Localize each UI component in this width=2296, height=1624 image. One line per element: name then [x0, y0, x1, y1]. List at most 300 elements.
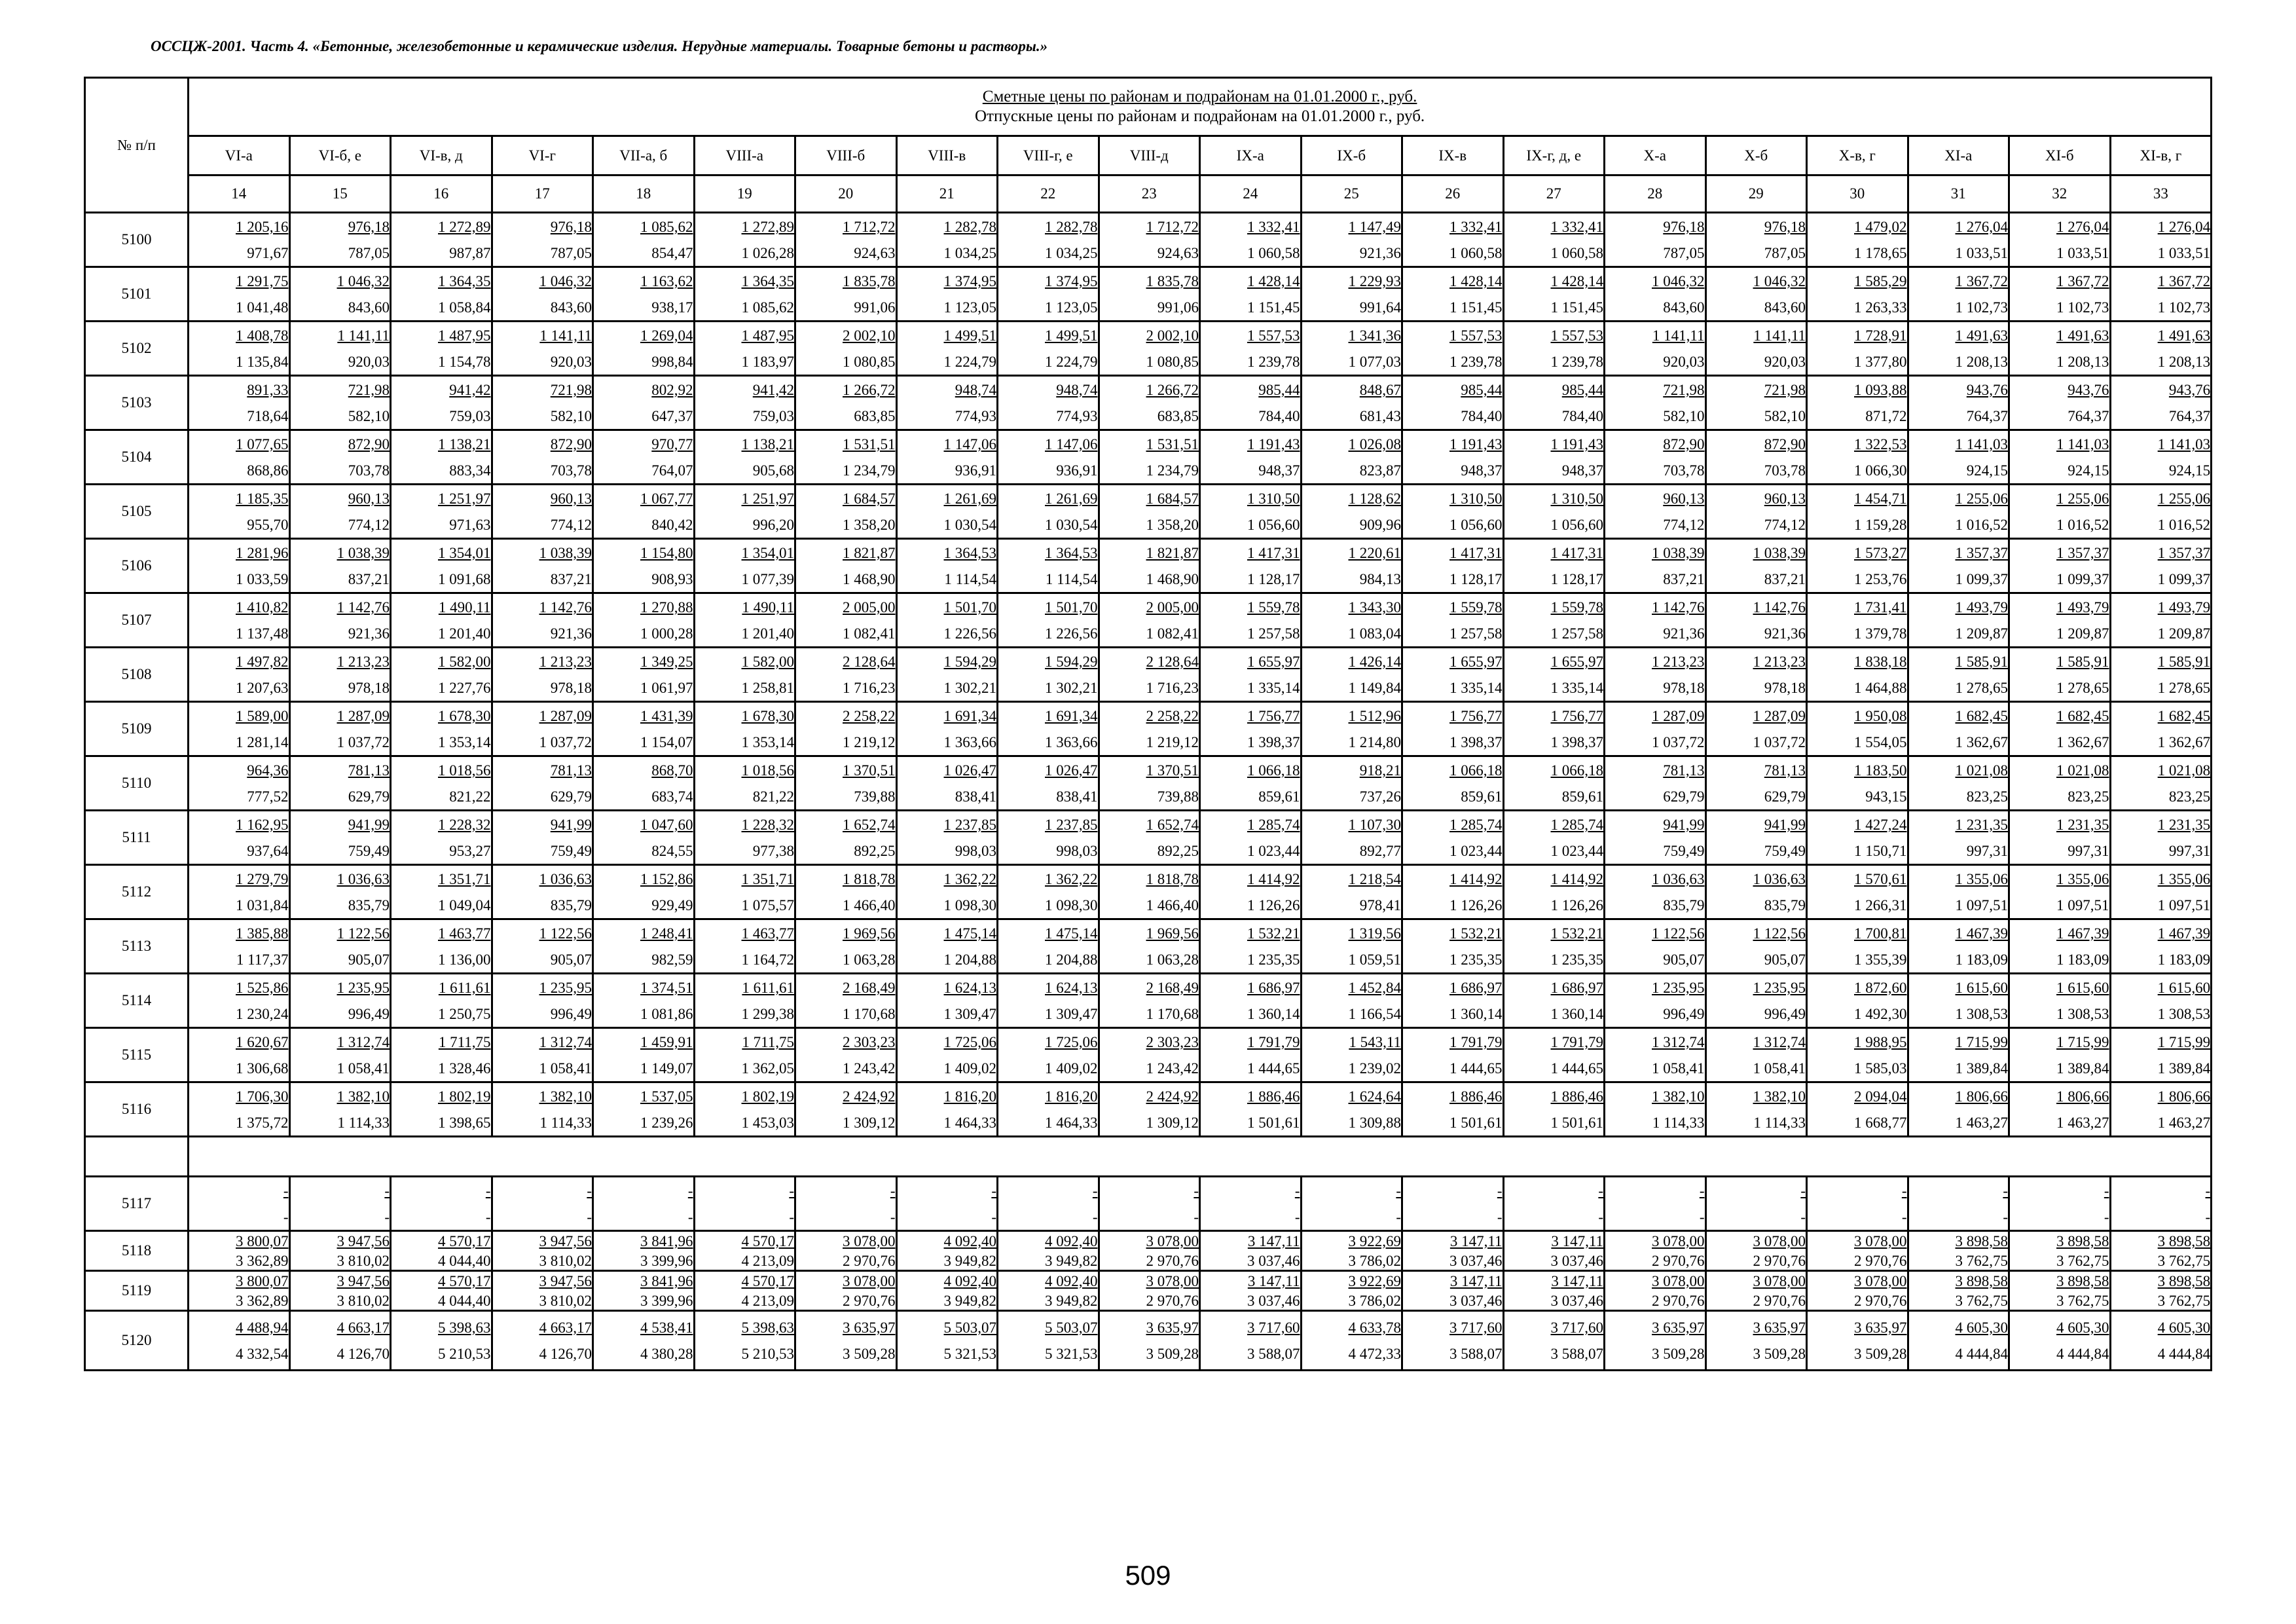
release-price: 924,15 [2168, 462, 2211, 479]
release-price: 998,03 [1056, 843, 1098, 859]
price-cell [1301, 376, 1402, 430]
release-price: 1 137,48 [236, 625, 289, 642]
estimate-price: 2 258,22 [1146, 708, 1199, 724]
release-price: 3 588,07 [1550, 1346, 1603, 1362]
release-price: 2 970,76 [1652, 1253, 1705, 1269]
price-cell [492, 756, 593, 811]
release-price: 1 375,72 [236, 1115, 289, 1131]
estimate-price: 4 488,94 [236, 1320, 289, 1336]
release-price: 978,18 [348, 680, 390, 696]
release-price: 1 126,26 [1550, 897, 1603, 913]
price-cell [795, 376, 897, 430]
estimate-price: 3 898,58 [2056, 1233, 2109, 1249]
estimate-price: 1 138,21 [438, 436, 491, 452]
price-cell [189, 593, 290, 648]
release-price: 1 033,51 [1955, 245, 2008, 261]
release-price: 1 034,25 [943, 245, 996, 261]
price-cell [1807, 430, 1908, 485]
price-cell [1402, 539, 1504, 593]
table-row [85, 865, 2212, 919]
zone-header: VIII-д [1099, 136, 1200, 175]
release-price: 1 360,14 [1550, 1006, 1603, 1022]
estimate-price: - [991, 1183, 996, 1199]
estimate-price: 1 085,62 [640, 219, 693, 235]
price-cell [1705, 213, 1807, 267]
release-price: 1 224,79 [1045, 354, 1098, 370]
table-row [85, 430, 2212, 485]
price-cell [1200, 376, 1302, 430]
release-price: 1 585,03 [1854, 1060, 1907, 1077]
price-cell [694, 974, 795, 1028]
estimate-price: 1 725,06 [943, 1034, 996, 1050]
estimate-price: 1 691,34 [1045, 708, 1098, 724]
release-price: 3 362,89 [236, 1293, 289, 1309]
estimate-price: 1 491,63 [2056, 327, 2109, 344]
estimate-price: 1 367,72 [2056, 273, 2109, 289]
price-cell [189, 1177, 290, 1231]
price-cell [189, 539, 290, 593]
release-price: 1 063,28 [1146, 951, 1199, 968]
price-cell [1301, 430, 1402, 485]
release-price: 764,37 [2168, 408, 2211, 424]
table-row [85, 919, 2212, 974]
release-price: 1 239,26 [640, 1115, 693, 1131]
estimate-price: 1 287,09 [539, 708, 592, 724]
estimate-price: 1 282,78 [1045, 219, 1098, 235]
release-price: 1 257,58 [1449, 625, 1503, 642]
estimate-price: 1 362,22 [943, 871, 996, 887]
row-code: 5104 [85, 430, 189, 485]
estimate-price: 1 261,69 [1045, 490, 1098, 507]
release-price: 703,78 [1764, 462, 1806, 479]
release-price: 1 063,28 [843, 951, 896, 968]
estimate-price: 960,13 [1764, 490, 1806, 507]
price-cell [2009, 593, 2111, 648]
estimate-price: 1 872,60 [1854, 980, 1907, 996]
price-cell [189, 376, 290, 430]
release-price: 991,06 [854, 299, 896, 316]
price-cell [2009, 485, 2111, 539]
release-price: 1 091,68 [438, 571, 491, 587]
price-cell [289, 1231, 391, 1271]
price-cell [896, 1271, 998, 1311]
estimate-price: 1 756,77 [1449, 708, 1503, 724]
estimate-price: 1 570,61 [1854, 871, 1907, 887]
row-number-header: № п/п [85, 78, 189, 213]
price-cell [694, 376, 795, 430]
estimate-price: 3 717,60 [1247, 1320, 1300, 1336]
price-cell [492, 974, 593, 1028]
release-price: 4 472,33 [1348, 1346, 1401, 1362]
price-cell [1301, 865, 1402, 919]
estimate-price: 1 655,97 [1550, 654, 1603, 670]
price-cell [2009, 1231, 2111, 1271]
release-price: 1 243,42 [843, 1060, 896, 1077]
estimate-price: - [384, 1183, 390, 1199]
caption-release-prices: Отпускные цены по районам и подрайонам на 01.01.2000 г., руб. [975, 107, 1425, 125]
price-cell [1503, 376, 1605, 430]
price-cell [896, 702, 998, 756]
price-cell [1402, 811, 1504, 865]
price-cell [2009, 1028, 2111, 1082]
price-cell [492, 1082, 593, 1137]
release-price: 1 463,27 [2056, 1115, 2109, 1131]
price-cell [189, 648, 290, 702]
release-price: - [1396, 1209, 1401, 1225]
release-price: 1 128,17 [1449, 571, 1503, 587]
release-price: 4 380,28 [640, 1346, 693, 1362]
estimate-price: 1 354,01 [741, 545, 794, 561]
estimate-price: 1 725,06 [1045, 1034, 1098, 1050]
release-price: 835,79 [1663, 897, 1705, 913]
table-row [85, 1271, 2212, 1311]
estimate-price: 1 310,50 [1449, 490, 1503, 507]
release-price: 1 114,33 [539, 1115, 592, 1131]
price-cell [998, 1177, 1099, 1231]
price-cell [289, 919, 391, 974]
release-price: 3 762,75 [2157, 1253, 2211, 1269]
estimate-price: - [1092, 1183, 1098, 1199]
price-cell [391, 267, 492, 322]
release-price: 948,37 [1461, 462, 1503, 479]
price-cell [1200, 267, 1302, 322]
release-price: 1 468,90 [843, 571, 896, 587]
table-row [85, 1177, 2212, 1231]
price-cell [1503, 1082, 1605, 1137]
price-cell [189, 702, 290, 756]
estimate-price: 1 682,45 [1955, 708, 2008, 724]
price-cell [492, 1271, 593, 1311]
price-cell [289, 430, 391, 485]
estimate-price: 3 147,11 [1551, 1273, 1603, 1289]
release-price: 683,74 [651, 788, 693, 805]
table-row [85, 702, 2212, 756]
column-number: 16 [391, 175, 492, 213]
release-price: 2 970,76 [1854, 1293, 1907, 1309]
estimate-price: 1 235,95 [337, 980, 390, 996]
price-cell [2009, 648, 2111, 702]
price-cell [593, 1082, 695, 1137]
estimate-price: 1 615,60 [2157, 980, 2211, 996]
release-price: 1 224,79 [943, 354, 996, 370]
release-price: 2 970,76 [1854, 1253, 1907, 1269]
release-price: 1 033,59 [236, 571, 289, 587]
release-price: 1 037,72 [1652, 734, 1705, 750]
estimate-price: 1 142,76 [1753, 599, 1806, 616]
price-cell [1807, 702, 1908, 756]
zone-header: IX-а [1200, 136, 1302, 175]
price-cell [896, 213, 998, 267]
row-code: 5106 [85, 539, 189, 593]
estimate-price: 1 886,46 [1550, 1088, 1603, 1105]
estimate-price: 1 806,66 [2056, 1088, 2109, 1105]
release-price: 4 126,70 [539, 1346, 592, 1362]
estimate-price: 1 142,76 [337, 599, 390, 616]
column-number: 28 [1605, 175, 1706, 213]
estimate-price: 1 816,20 [1045, 1088, 1098, 1105]
zone-header: VIII-а [694, 136, 795, 175]
release-price: 1 151,45 [1550, 299, 1603, 316]
price-cell [896, 539, 998, 593]
release-price: 840,42 [651, 517, 693, 533]
estimate-price: 1 255,06 [2157, 490, 2211, 507]
estimate-price: 872,90 [1663, 436, 1705, 452]
release-price: 1 037,72 [1753, 734, 1806, 750]
release-price: 1 170,68 [1146, 1006, 1199, 1022]
price-cell [896, 376, 998, 430]
release-price: 1 031,84 [236, 897, 289, 913]
release-price: - [1699, 1209, 1705, 1225]
price-cell [492, 1028, 593, 1082]
price-cell [492, 919, 593, 974]
estimate-price: 2 002,10 [843, 327, 896, 344]
price-cell [694, 1271, 795, 1311]
price-cell [289, 593, 391, 648]
release-price: 3 762,75 [2157, 1293, 2211, 1309]
price-cell [189, 1311, 290, 1371]
price-cell [593, 322, 695, 376]
release-price: 5 321,53 [1045, 1346, 1098, 1362]
price-cell [2110, 322, 2212, 376]
release-price: 1 099,37 [2157, 571, 2211, 587]
release-price: 905,68 [752, 462, 794, 479]
price-cell [1605, 1177, 1706, 1231]
table-row [85, 1028, 2212, 1082]
release-price: 1 306,68 [236, 1060, 289, 1077]
estimate-price: 1 341,36 [1348, 327, 1401, 344]
price-cell [1503, 811, 1605, 865]
price-cell [1301, 267, 1402, 322]
release-price: 3 810,02 [337, 1293, 390, 1309]
release-price: 683,85 [854, 408, 896, 424]
estimate-price: 1 364,35 [741, 273, 794, 289]
zone-header: VI-г [492, 136, 593, 175]
price-cell [1402, 213, 1504, 267]
release-price: 4 213,09 [741, 1293, 794, 1309]
release-price: 3 037,46 [1449, 1253, 1503, 1269]
release-price: 2 970,76 [843, 1253, 896, 1269]
release-price: 997,31 [1966, 843, 2008, 859]
release-price: 920,03 [550, 354, 592, 370]
price-cell [998, 1231, 1099, 1271]
release-price: 774,93 [955, 408, 996, 424]
price-cell [694, 811, 795, 865]
price-cell [1705, 811, 1807, 865]
estimate-price: 1 266,72 [1146, 382, 1199, 398]
release-price: - [1800, 1209, 1806, 1225]
estimate-price: 1 162,95 [236, 817, 289, 833]
estimate-price: 1 213,23 [1753, 654, 1806, 670]
price-cell [694, 1028, 795, 1082]
estimate-price: 1 711,75 [742, 1034, 794, 1050]
price-cell [1301, 919, 1402, 974]
estimate-price: 721,98 [348, 382, 390, 398]
estimate-price: 4 605,30 [2056, 1320, 2109, 1336]
release-price: 1 250,75 [438, 1006, 491, 1022]
release-price: 1 278,65 [1955, 680, 2008, 696]
separator-cell [85, 1137, 189, 1177]
release-price: 971,67 [247, 245, 289, 261]
price-cell [1908, 1082, 2009, 1137]
estimate-price: 1 046,32 [1753, 273, 1806, 289]
release-price: 859,61 [1461, 788, 1503, 805]
estimate-price: 1 715,99 [1955, 1034, 2008, 1050]
release-price: 824,55 [651, 843, 693, 859]
estimate-price: 1 374,51 [640, 980, 693, 996]
price-cell [2110, 974, 2212, 1028]
price-cell [1099, 376, 1200, 430]
price-cell [1605, 865, 1706, 919]
estimate-price: 1 266,72 [843, 382, 896, 398]
estimate-price: 1 287,09 [1652, 708, 1705, 724]
price-cell [1605, 811, 1706, 865]
price-cell [1503, 539, 1605, 593]
estimate-price: 4 605,30 [2157, 1320, 2211, 1336]
release-price: 1 183,09 [2157, 951, 2211, 968]
release-price: 718,64 [247, 408, 289, 424]
price-cell [896, 919, 998, 974]
release-price: 629,79 [1663, 788, 1705, 805]
price-cell [391, 1231, 492, 1271]
estimate-price: 1 557,53 [1247, 327, 1300, 344]
price-cell [2110, 267, 2212, 322]
price-cell [1301, 213, 1402, 267]
release-price: 582,10 [1663, 408, 1705, 424]
table-caption [189, 78, 2212, 136]
estimate-price: 1 426,14 [1348, 654, 1401, 670]
column-number: 20 [795, 175, 897, 213]
estimate-price: 1 615,60 [2056, 980, 2109, 996]
estimate-price: 3 078,00 [843, 1233, 896, 1249]
caption-estimate-prices: Сметные цены по районам и подрайонам на 01.01.2000 г., руб. [982, 88, 1417, 105]
release-price: 3 762,75 [2056, 1253, 2109, 1269]
release-price: 823,25 [2168, 788, 2211, 805]
estimate-price: 1 715,99 [2056, 1034, 2109, 1050]
release-price: 921,36 [1663, 625, 1705, 642]
estimate-price: - [1800, 1183, 1806, 1199]
estimate-price: 1 191,43 [1247, 436, 1300, 452]
estimate-price: 960,13 [1663, 490, 1705, 507]
price-cell [1301, 1231, 1402, 1271]
table-row [85, 1311, 2212, 1371]
release-price: 1 083,04 [1348, 625, 1401, 642]
release-price: 582,10 [348, 408, 390, 424]
release-price: 1 257,58 [1550, 625, 1603, 642]
price-cell [1605, 376, 1706, 430]
estimate-price: 3 898,58 [1955, 1273, 2008, 1289]
release-price: 739,88 [854, 788, 896, 805]
price-cell [1503, 1271, 1605, 1311]
estimate-price: 1 285,74 [1550, 817, 1603, 833]
estimate-price: 1 414,92 [1550, 871, 1603, 887]
estimate-price: 4 663,17 [539, 1320, 592, 1336]
estimate-price: 1 185,35 [236, 490, 289, 507]
release-price: 1 037,72 [337, 734, 390, 750]
estimate-price: 3 841,96 [640, 1233, 693, 1249]
estimate-price: 1 886,46 [1247, 1088, 1300, 1105]
estimate-price: 964,36 [247, 762, 289, 779]
price-cell [795, 593, 897, 648]
price-cell [1301, 1082, 1402, 1137]
estimate-price: 872,90 [348, 436, 390, 452]
release-price: 835,79 [550, 897, 592, 913]
price-cell [998, 1271, 1099, 1311]
release-price: 1 135,84 [236, 354, 289, 370]
price-cell [1099, 1271, 1200, 1311]
price-cell [1807, 865, 1908, 919]
release-price: 1 126,26 [1449, 897, 1503, 913]
price-cell [1705, 267, 1807, 322]
release-price: 1 234,79 [843, 462, 896, 479]
price-cell [1200, 865, 1302, 919]
release-price: 929,49 [651, 897, 693, 913]
price-cell [998, 919, 1099, 974]
release-price: 1 398,65 [438, 1115, 491, 1131]
price-cell [694, 1231, 795, 1271]
release-price: 823,87 [1359, 462, 1401, 479]
estimate-price: 1 026,08 [1348, 436, 1401, 452]
price-cell [1503, 593, 1605, 648]
release-price: 3 786,02 [1348, 1293, 1401, 1309]
release-price: 1 409,02 [943, 1060, 996, 1077]
price-cell [391, 430, 492, 485]
price-cell [1705, 376, 1807, 430]
release-price: 1 085,62 [741, 299, 794, 316]
estimate-price: 941,99 [1764, 817, 1806, 833]
estimate-price: 721,98 [1663, 382, 1705, 398]
release-price: 3 037,46 [1550, 1253, 1603, 1269]
price-cell [694, 756, 795, 811]
price-cell [795, 865, 897, 919]
zone-header: IX-в [1402, 136, 1504, 175]
price-cell [1705, 1311, 1807, 1371]
estimate-price: 1 183,50 [1854, 762, 1907, 779]
price-cell [795, 1082, 897, 1137]
price-cell [492, 539, 593, 593]
price-cell [1402, 1028, 1504, 1082]
estimate-price: 2 258,22 [843, 708, 896, 724]
estimate-price: 1 213,23 [539, 654, 592, 670]
price-cell [289, 213, 391, 267]
release-price: 1 464,88 [1854, 680, 1907, 696]
estimate-price: 1 248,41 [640, 925, 693, 942]
price-cell [795, 430, 897, 485]
price-cell [1099, 1231, 1200, 1271]
table-row [85, 811, 2212, 865]
price-cell [2009, 974, 2111, 1028]
estimate-price: - [890, 1183, 896, 1199]
price-cell [289, 1271, 391, 1311]
estimate-price: 1 332,41 [1247, 219, 1300, 235]
estimate-price: 1 364,35 [438, 273, 491, 289]
price-cell [896, 974, 998, 1028]
price-cell [1605, 267, 1706, 322]
zone-header: IX-б [1301, 136, 1402, 175]
release-price: 920,03 [1764, 354, 1806, 370]
release-price: 1 097,51 [2157, 897, 2211, 913]
price-cell [1200, 1311, 1302, 1371]
estimate-price: 3 922,69 [1348, 1273, 1401, 1289]
estimate-price: 1 691,34 [943, 708, 996, 724]
estimate-price: 1 497,82 [236, 654, 289, 670]
release-price: 948,37 [1561, 462, 1603, 479]
release-price: 1 302,21 [1045, 680, 1098, 696]
price-cell [1908, 1231, 2009, 1271]
estimate-price: 1 021,08 [2056, 762, 2109, 779]
price-cell [1402, 376, 1504, 430]
release-price: 1 308,53 [2056, 1006, 2109, 1022]
price-cell [2110, 539, 2212, 593]
